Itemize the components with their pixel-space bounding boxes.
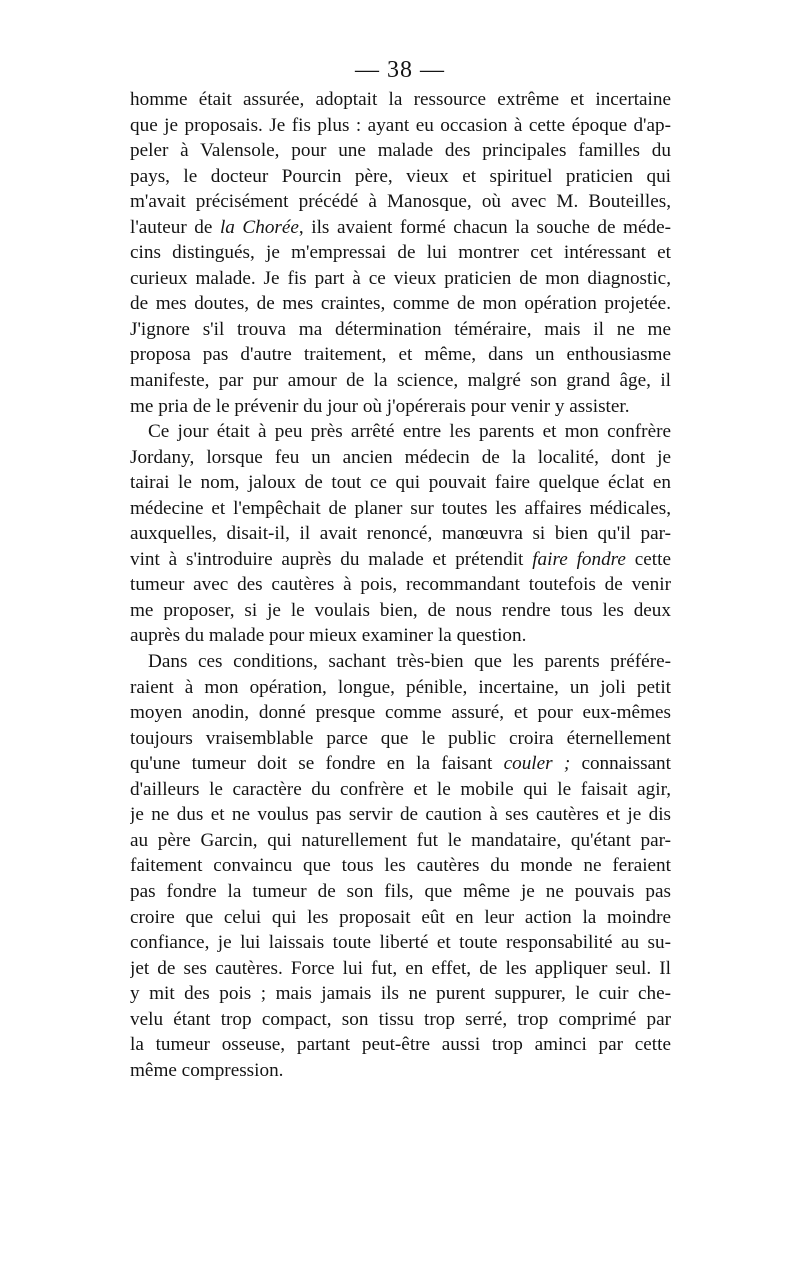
text-line: toujours vraisemblable parce que le public croira éternellement <box>130 727 671 749</box>
text-line: peler à Valensole, pour une malade des principales familles du <box>130 140 671 162</box>
italic-text: couler ; <box>503 753 571 775</box>
text-line: jet de ses cautères. Force lui fut, en effet, de les appliquer seul. Il <box>130 957 671 979</box>
text-line: confiance, je lui laissais toute liberté et toute responsabilité au su- <box>130 932 671 954</box>
text-segment: l'auteur de <box>130 216 220 238</box>
text-line: auprès du malade pour mieux examiner la question. <box>130 625 527 647</box>
italic-text: la Chorée <box>219 216 299 238</box>
text-segment: qu'une tumeur doit se fondre en la faisant <box>130 753 504 775</box>
text-line: me pria de le prévenir du jour où j'opérerais pour venir y assister. <box>130 395 630 417</box>
text-segment: , ils avaient formé chacun la souche de méde- <box>298 216 671 238</box>
paragraph <box>130 649 671 1083</box>
text-line: pas fondre la tumeur de son fils, que même je ne pouvais pas <box>130 880 671 902</box>
text-line: velu étant trop compact, son tissu trop serré, trop comprimé par <box>130 1008 671 1030</box>
text-line: faitement convaincu que tous les cautères du monde ne feraient <box>130 855 671 877</box>
text-line: que je proposais. Je fis plus : ayant eu occasion à cette époque d'ap- <box>130 114 671 136</box>
text-segment: cette <box>625 548 671 570</box>
text-line: je ne dus et ne voulus pas servir de caution à ses cautères et je dis <box>130 804 671 826</box>
text-segment: connaissant <box>570 753 671 775</box>
text-line: proposa pas d'autre traitement, et même, dans un enthousiasme <box>130 344 671 366</box>
text-line: curieux malade. Je fis part à ce vieux praticien de mon diagnostic, <box>130 267 671 289</box>
text-segment: vint à s'introduire auprès du malade et prétendit <box>130 548 533 570</box>
paragraph <box>130 419 671 649</box>
text-line: tumeur avec des cautères à pois, recommandant toutefois de venir <box>130 574 671 596</box>
text-line: homme était assurée, adoptait la ressource extrême et incertaine <box>130 89 671 110</box>
text-line: y mit des pois ; mais jamais ils ne purent suppurer, le cuir che- <box>130 983 671 1005</box>
text-line: d'ailleurs le caractère du confrère et le mobile qui le faisait agir, <box>130 778 671 800</box>
text-line <box>130 547 671 573</box>
text-line: la tumeur osseuse, partant peut-être aussi trop aminci par cette <box>130 1034 671 1056</box>
text-line: Dans ces conditions, sachant très-bien que les parents préfére- <box>148 651 671 673</box>
text-line: raient à mon opération, longue, pénible, incertaine, un joli petit <box>130 676 671 698</box>
text-line: au père Garcin, qui naturellement fut le mandataire, qu'étant par- <box>130 829 671 851</box>
text-line: croire que celui qui les proposait eût en leur action la moindre <box>130 906 671 928</box>
text-line: pays, le docteur Pourcin père, vieux et spirituel praticien qui <box>130 165 671 187</box>
text-line: moyen anodin, donné presque comme assuré, et pour eux-mêmes <box>130 702 671 724</box>
page-number: — 38 — <box>355 57 445 83</box>
italic-text: faire fondre <box>532 548 626 570</box>
text-line: auxquelles, disait-il, il avait renoncé, manœuvra si bien qu'il par- <box>130 523 671 545</box>
text-line: même compression. <box>130 1059 284 1081</box>
text-line: Ce jour était à peu près arrêté entre les parents et mon confrère <box>148 421 671 443</box>
paragraph <box>130 87 671 419</box>
body-text <box>130 87 671 1083</box>
text-line: de mes doutes, de mes craintes, comme de mon opération projetée. <box>130 293 671 315</box>
text-line <box>130 215 671 241</box>
text-line: manifeste, par pur amour de la science, malgré son grand âge, il <box>130 370 671 392</box>
text-line <box>130 751 671 777</box>
text-line: médecine et l'empêchait de planer sur toutes les affaires médicales, <box>130 497 671 519</box>
text-line: m'avait précisément précédé à Manosque, où avec M. Bouteilles, <box>130 191 671 213</box>
text-line: tairai le nom, jaloux de tout ce qui pouvait faire quelque éclat en <box>130 472 671 494</box>
text-line: Jordany, lorsque feu un ancien médecin de la localité, dont je <box>130 446 671 468</box>
text-line: me proposer, si je le voulais bien, de nous rendre tous les deux <box>130 599 671 621</box>
text-line: cins distingués, je m'empressai de lui montrer cet intéressant et <box>130 242 671 264</box>
text-line: J'ignore s'il trouva ma détermination téméraire, mais il ne me <box>130 318 671 340</box>
